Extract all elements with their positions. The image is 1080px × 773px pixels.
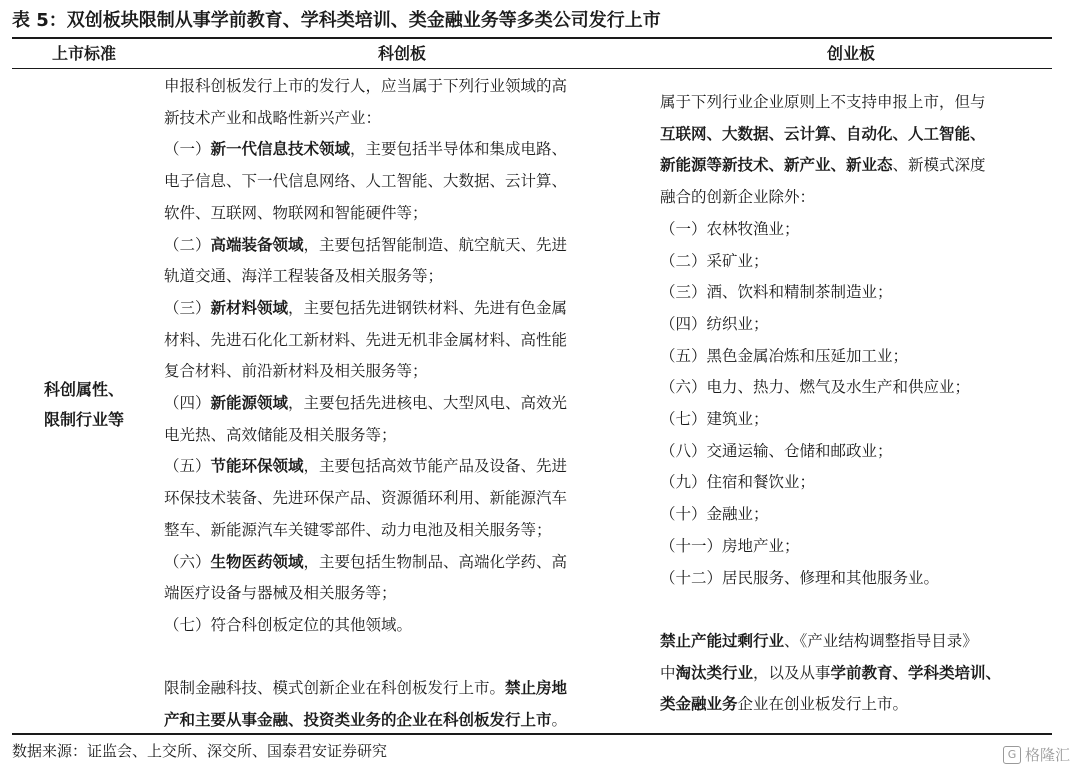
data-source-note: 数据来源：证监会、上交所、深交所、国泰君安证券研究 (12, 742, 388, 760)
cy-item: （八）交通运输、仓储和邮政业； (660, 441, 893, 460)
cy-item: （五）黑色金属冶炼和压延加工业； (660, 346, 909, 365)
kc-item-1-cont: 电子信息、下一代信息网络、人工智能、大数据、云计算、 (164, 172, 568, 191)
cy-ban-3: 类金融业务企业在创业板发行上市。 (660, 695, 909, 714)
cy-intro-3: 新能源等新技术、新产业、新业态、新模式深度 (660, 156, 986, 175)
kc-intro-2: 新技术产业和战略性新兴产业： (164, 108, 382, 127)
kc-item-7: （七）符合科创板定位的其他领域。 (164, 615, 413, 634)
cy-item: （二）采矿业； (660, 251, 769, 270)
header-star-market: 科创板 (377, 44, 426, 63)
chinext-cell (660, 87, 1052, 721)
kc-item-5: （五）节能环保领域，主要包括高效节能产品及设备、先进 (164, 457, 568, 476)
kc-item-3-cont2: 复合材料、前沿新材料及相关服务等； (164, 362, 428, 381)
kc-limit-2: 产和主要从事金融、投资类业务的企业在科创板发行上市。 (164, 711, 568, 730)
cy-ban-1: 禁止产能过剩行业、《产业结构调整指导目录》 (660, 631, 978, 650)
cy-item: （十）金融业； (660, 505, 769, 524)
kc-item-2: （二）高端装备领域，主要包括智能制造、航空航天、先进 (164, 235, 568, 254)
kc-intro-1: 申报科创板发行上市的发行人，应当属于下列行业领域的高 (164, 77, 568, 95)
cy-ban-2: 中淘汰类行业，以及从事学前教育、学科类培训、 (660, 663, 1002, 682)
row-label-line-1: 科创属性、 (43, 380, 124, 399)
table-title: 表 5：双创板块限制从事学前教育、学科类培训、类金融业务等多类公司发行上市 (12, 10, 661, 31)
cy-item: （六）电力、热力、燃气及水生产和供应业； (660, 378, 971, 397)
cy-item: （三）酒、饮料和精制茶制造业； (660, 283, 893, 302)
cy-item: （九）住宿和餐饮业； (660, 473, 816, 492)
star-market-cell (164, 71, 640, 737)
kc-limit-1: 限制金融科技、模式创新企业在科创板发行上市。禁止房地 (164, 679, 568, 698)
watermark-logo-icon: G (1003, 746, 1021, 764)
row-label-line-2: 限制行业等 (43, 410, 124, 429)
header-rule (12, 68, 1052, 69)
kc-item-5-cont2: 整车、新能源汽车关键零部件、动力电池及相关服务等； (164, 520, 552, 539)
kc-item-6: （六）生物医药领域，主要包括生物制品、高端化学药、高 (164, 552, 568, 571)
kc-item-1: （一）新一代信息技术领域，主要包括半导体和集成电路、 (164, 140, 568, 159)
cy-intro-1: 属于下列行业企业原则上不支持申报上市，但与 (660, 93, 986, 111)
kc-item-5-cont: 环保技术装备、先进环保产品、资源循环利用、新能源汽车 (164, 489, 568, 508)
cy-item: （十一）房地产业； (660, 536, 800, 555)
cy-intro-4: 融合的创新企业除外： (660, 188, 816, 207)
header-chinext: 创业板 (826, 44, 875, 63)
kc-item-4: （四）新能源领域，主要包括先进核电、大型风电、高效光 (164, 394, 568, 413)
kc-item-3: （三）新材料领域，主要包括先进钢铁材料、先进有色金属 (164, 298, 568, 317)
cy-intro-2: 互联网、大数据、云计算、自动化、人工智能、 (660, 124, 986, 143)
cy-item: （四）纺织业； (660, 314, 769, 333)
kc-item-4-cont: 电光热、高效储能及相关服务等； (164, 425, 397, 444)
cy-item: （十二）居民服务、修理和其他服务业。 (660, 568, 940, 587)
header-listing-standard: 上市标准 (51, 44, 116, 63)
kc-item-6-cont: 端医疗设备与器械及相关服务等； (164, 584, 397, 603)
row-label (14, 375, 154, 435)
cy-item: （一）农林牧渔业； (660, 219, 800, 238)
cy-item: （七）建筑业； (660, 410, 769, 429)
kc-item-3-cont: 材料、先进石化化工新材料、先进无机非金属材料、高性能 (164, 330, 568, 349)
watermark-text: 格隆汇 (1024, 746, 1070, 764)
top-rule (12, 37, 1052, 39)
bottom-rule (12, 733, 1052, 735)
watermark (1003, 744, 1070, 765)
kc-item-1-cont2: 软件、互联网、物联网和智能硬件等； (164, 203, 428, 222)
kc-item-2-cont: 轨道交通、海洋工程装备及相关服务等； (164, 267, 444, 286)
